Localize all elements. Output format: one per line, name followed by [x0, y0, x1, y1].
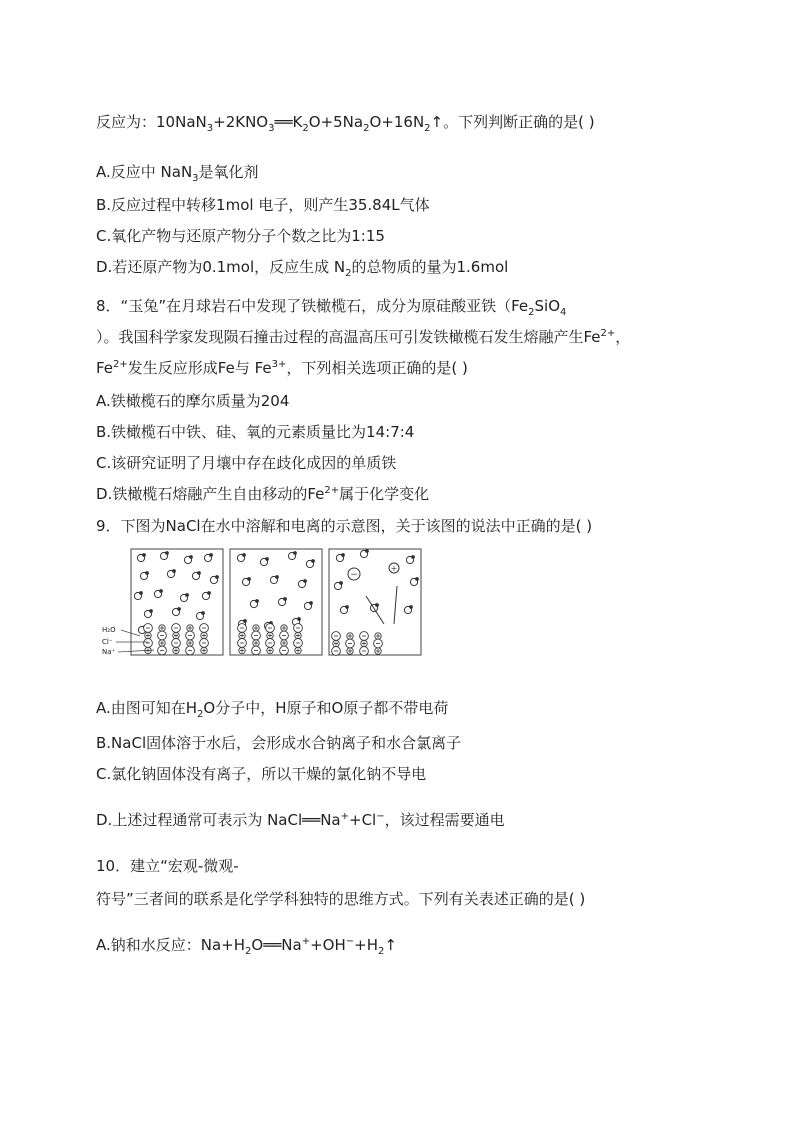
q8-option-b: B.铁橄榄石中铁、硅、氧的元素质量比为14:7:4	[96, 423, 415, 441]
water-molecule	[154, 590, 162, 598]
water-molecule	[144, 610, 152, 618]
label-sodium: Na⁺	[102, 648, 116, 656]
water-molecule	[172, 608, 180, 616]
q7-stem-prefix: 反应为：	[96, 113, 157, 131]
water-molecule	[250, 600, 258, 608]
q10-stem-line2: 符号”三者间的联系是化学学科独特的思维方式。下列有关表述正确的是( )	[96, 890, 586, 908]
q8-option-a: A.铁橄榄石的摩尔质量为204	[96, 392, 290, 410]
q7-option-c: C.氧化产物与还原产物分子个数之比为1:15	[96, 227, 385, 245]
q7-option-d: D.若还原产物为0.1mol，反应生成 $N_2$的总物质的量为1.6mol	[96, 258, 509, 279]
water-molecule	[406, 556, 414, 564]
water-molecule	[334, 582, 342, 590]
water-molecule	[192, 572, 200, 580]
svg-text:−: −	[350, 570, 358, 580]
water-molecule	[210, 576, 218, 584]
water-molecule	[340, 606, 348, 614]
water-molecule	[304, 602, 312, 610]
dissociation-arrows	[366, 586, 397, 624]
water-molecule	[360, 550, 368, 558]
water-molecule	[336, 554, 344, 562]
q7-stem-suffix: 。下列判断正确的是( )	[443, 113, 595, 131]
water-molecule	[404, 606, 412, 614]
water-molecule	[134, 592, 142, 600]
water-molecule	[204, 554, 212, 562]
label-chloride: Cl⁻	[102, 638, 113, 646]
water-molecule	[167, 570, 175, 578]
q8-stem-line2: ）。我国科学家发现陨石撞击过程的高温高压可引发铁橄榄石发生熔融产生$Fe^{2+}$，	[96, 328, 631, 346]
q8-stem-line1: 8．“玉兔”在月球岩石中发现了铁橄榄石，成分为原硅酸亚铁（$Fe_2SiO_4$	[96, 297, 567, 318]
water-molecule	[180, 594, 188, 602]
water-molecule	[160, 552, 168, 560]
q9-stem: 9．下图为NaCl在水中溶解和电离的示意图，关于该图的说法中正确的是( )	[96, 517, 593, 535]
q10-option-a: A.钠和水反应：$Na+H_2O══Na^++OH^-+H_2↑$	[96, 936, 397, 957]
water-molecule	[140, 572, 148, 580]
beaker-3	[329, 549, 421, 655]
q10-stem-line1: 10．建立“宏观-微观-	[96, 857, 239, 875]
q7-option-b: B.反应过程中转移1mol 电子，则产生35.84L气体	[96, 196, 430, 214]
water-molecule	[196, 612, 204, 620]
nacl-dissolution-figure	[96, 546, 426, 658]
q8-option-c: C.该研究证明了月壤中存在歧化成因的单质铁	[96, 454, 397, 472]
water-molecule	[306, 560, 314, 568]
q9-option-d: D.上述过程通常可表示为 NaCl══Na++Cl−，该过程需要通电	[96, 811, 505, 829]
q7-stem	[96, 112, 595, 132]
water-molecules	[134, 550, 418, 634]
water-molecule	[237, 554, 245, 562]
q9-option-a: A.由图可知在$H_2O$分子中，H原子和O原子都不带电荷	[96, 699, 449, 720]
water-molecule	[288, 552, 296, 560]
water-molecule	[270, 576, 278, 584]
label-water: H₂O	[102, 626, 116, 634]
q7-option-a: A.反应中 NaN$_3$是氧化剂	[96, 163, 259, 184]
water-molecule	[202, 592, 210, 600]
water-molecule	[260, 558, 268, 566]
svg-text:+: +	[390, 564, 398, 573]
water-molecule	[410, 578, 418, 586]
water-molecule	[298, 580, 306, 588]
water-molecule	[242, 578, 250, 586]
q9-option-b: B.NaCl固体溶于水后，会形成水合钠离子和水合氯离子	[96, 734, 462, 752]
q9-option-c: C.氯化钠固体没有离子，所以干燥的氯化钠不导电	[96, 765, 427, 783]
q8-stem-line3: $Fe^{2+}$发生反应形成Fe与 $Fe^{3+}$，下列相关选项正确的是( )	[96, 359, 468, 377]
hydrated-ions	[348, 563, 399, 580]
q8-option-d: D.铁橄榄石熔融产生自由移动的$Fe^{2+}$属于化学变化	[96, 485, 430, 503]
water-molecule	[184, 556, 192, 564]
nacl-crystal-lattice	[144, 624, 383, 656]
q7-equation: $10NaN_3+2KNO_3══K_2O+5Na_2O+16N_2↑$	[156, 113, 444, 134]
water-molecule	[137, 554, 145, 562]
water-molecule	[278, 598, 286, 606]
